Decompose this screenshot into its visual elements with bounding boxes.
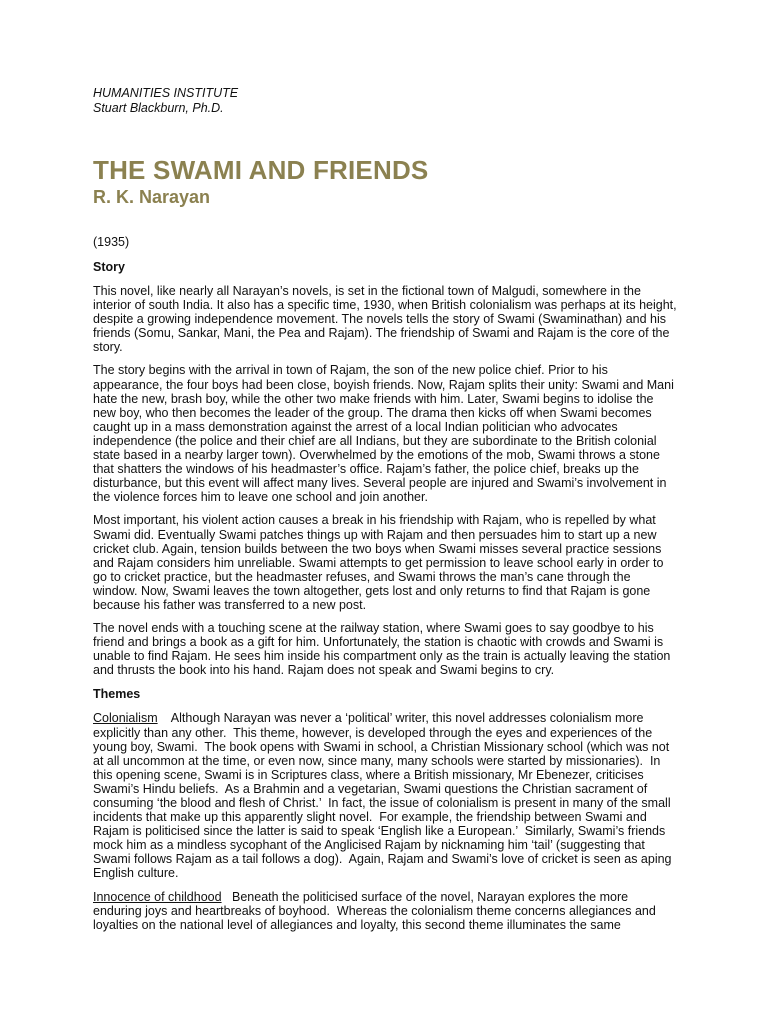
book-author: R. K. Narayan xyxy=(93,187,211,207)
story-paragraph: Most important, his violent action causes a break in his friendship with Rajam, who is repelled by what Swami did. Eventually Swami patches things up with Rajam and then persuades him to start up a new cricket club. Again, tension builds between the two boys when Swami misses several practice sessions and Rajam considers him unreliable. Swami attempts to get permission to leave school early in order to go to cricket practice, but the headmaster refuses, and Swami throws the man’s cane through the window. Now, Swami leaves the town altogether, gets lost and only returns to find that Rajam is gone because his father was transferred to a new post. xyxy=(93,513,664,612)
story-paragraph: The story begins with the arrival in town of Rajam, the son of the new police chief. Prior to his appearance, the four boys had been close, boyish friends. Now, Rajam splits their unity: Swami and Mani hate the new, brash boy, while the other two make friends with him. Later, Swami begins to idolise the new boy, who then becomes the leader of the group. The drama then kicks off when Swami becomes caught up in a mass demonstration against the arrest of a local Indian politician who advocates independence (the police and their chief are all Indians, but they are subordinate to the British colonial state based in a nearby larger town). Overwhelmed by the emotions of the mob, Swami throws a stone that shatters the windows of his headmaster’s office. Rajam’s father, the police chief, breaks up the disturbance, but this event will affect many lives. Several people are injured and Swami’s involvement in the violence forces him to leave one school and join another. xyxy=(93,363,674,505)
document-page xyxy=(93,86,678,932)
theme-text-innocence: Beneath the politicised surface of the novel, Narayan explores the more enduring joys and heartbreaks of boyhood. Whereas the colonialism theme concerns allegiances and loyalties on the national level of allegiances and loyalty, this second theme illuminates the same xyxy=(93,889,660,932)
theme-lead-innocence: Innocence of childhood xyxy=(93,889,222,904)
publication-year: (1935) xyxy=(93,235,130,249)
document-title: THE SWAMI AND FRIENDS xyxy=(93,155,429,185)
story-paragraph: The novel ends with a touching scene at the railway station, where Swami goes to say goodbye to his friend and brings a book as a gift for him. Unfortunately, the station is chaotic with crowds and Swami is unable to find Rajam. He sees him inside his compartment only as the train is actually leaving the station and thrusts the book into his hand. Rajam does not speak and Swami begins to cry. xyxy=(93,621,671,678)
theme-paragraph-colonialism xyxy=(93,711,678,880)
theme-text-colonialism: Although Narayan was never a ‘political’ writer, this novel addresses colonialism more explicitly than any other. This theme, however, is developed through the eyes and experiences of the young boy, Swami. The book opens with Swami in school, a Christian Missionary school (which was not at all uncommon at the time, or even now, since many, many schools were started by missionaries). In this opening scene, Swami is in Scriptures class, where a British missionary, Mr Ebenezer, criticises Swami’s Hindu beliefs. As a Brahmin and a vegetarian, Swami questions the Christian sacrament of consuming ‘the blood and flesh of Christ.’ In fact, the issue of colonialism is present in many of the small incidents that make up this apparently slight novel. For example, the friendship between Swami and Rajam is politicised since the latter is said to speak ‘English like a European.’ Similarly, Swami’s friends mock him as a mindless sycophant of the Anglicised Rajam by nicknaming him ‘tail’ (suggesting that Swami follows Rajam as a tail follows a dog). Again, Rajam and Swami’s love of cricket is seen as aping English culture. xyxy=(93,711,675,881)
theme-lead-colonialism: Colonialism xyxy=(93,711,158,726)
author-credit: Stuart Blackburn, Ph.D. xyxy=(93,101,224,115)
story-paragraph: This novel, like nearly all Narayan’s novels, is set in the fictional town of Malgudi, somewhere in the interior of south India. It also has a specific time, 1930, when British colonialism was perhaps at its height, despite a growing independence movement. The novels tells the story of Swami (Swaminathan) and his friends (Somu, Sankar, Mani, the Pea and Rajam). The friendship of Swami and Rajam is the core of the story. xyxy=(93,284,677,355)
institute-name: HUMANITIES INSTITUTE xyxy=(93,86,239,100)
theme-paragraph-innocence xyxy=(93,890,678,932)
story-heading: Story xyxy=(93,260,125,274)
themes-heading: Themes xyxy=(93,687,141,702)
